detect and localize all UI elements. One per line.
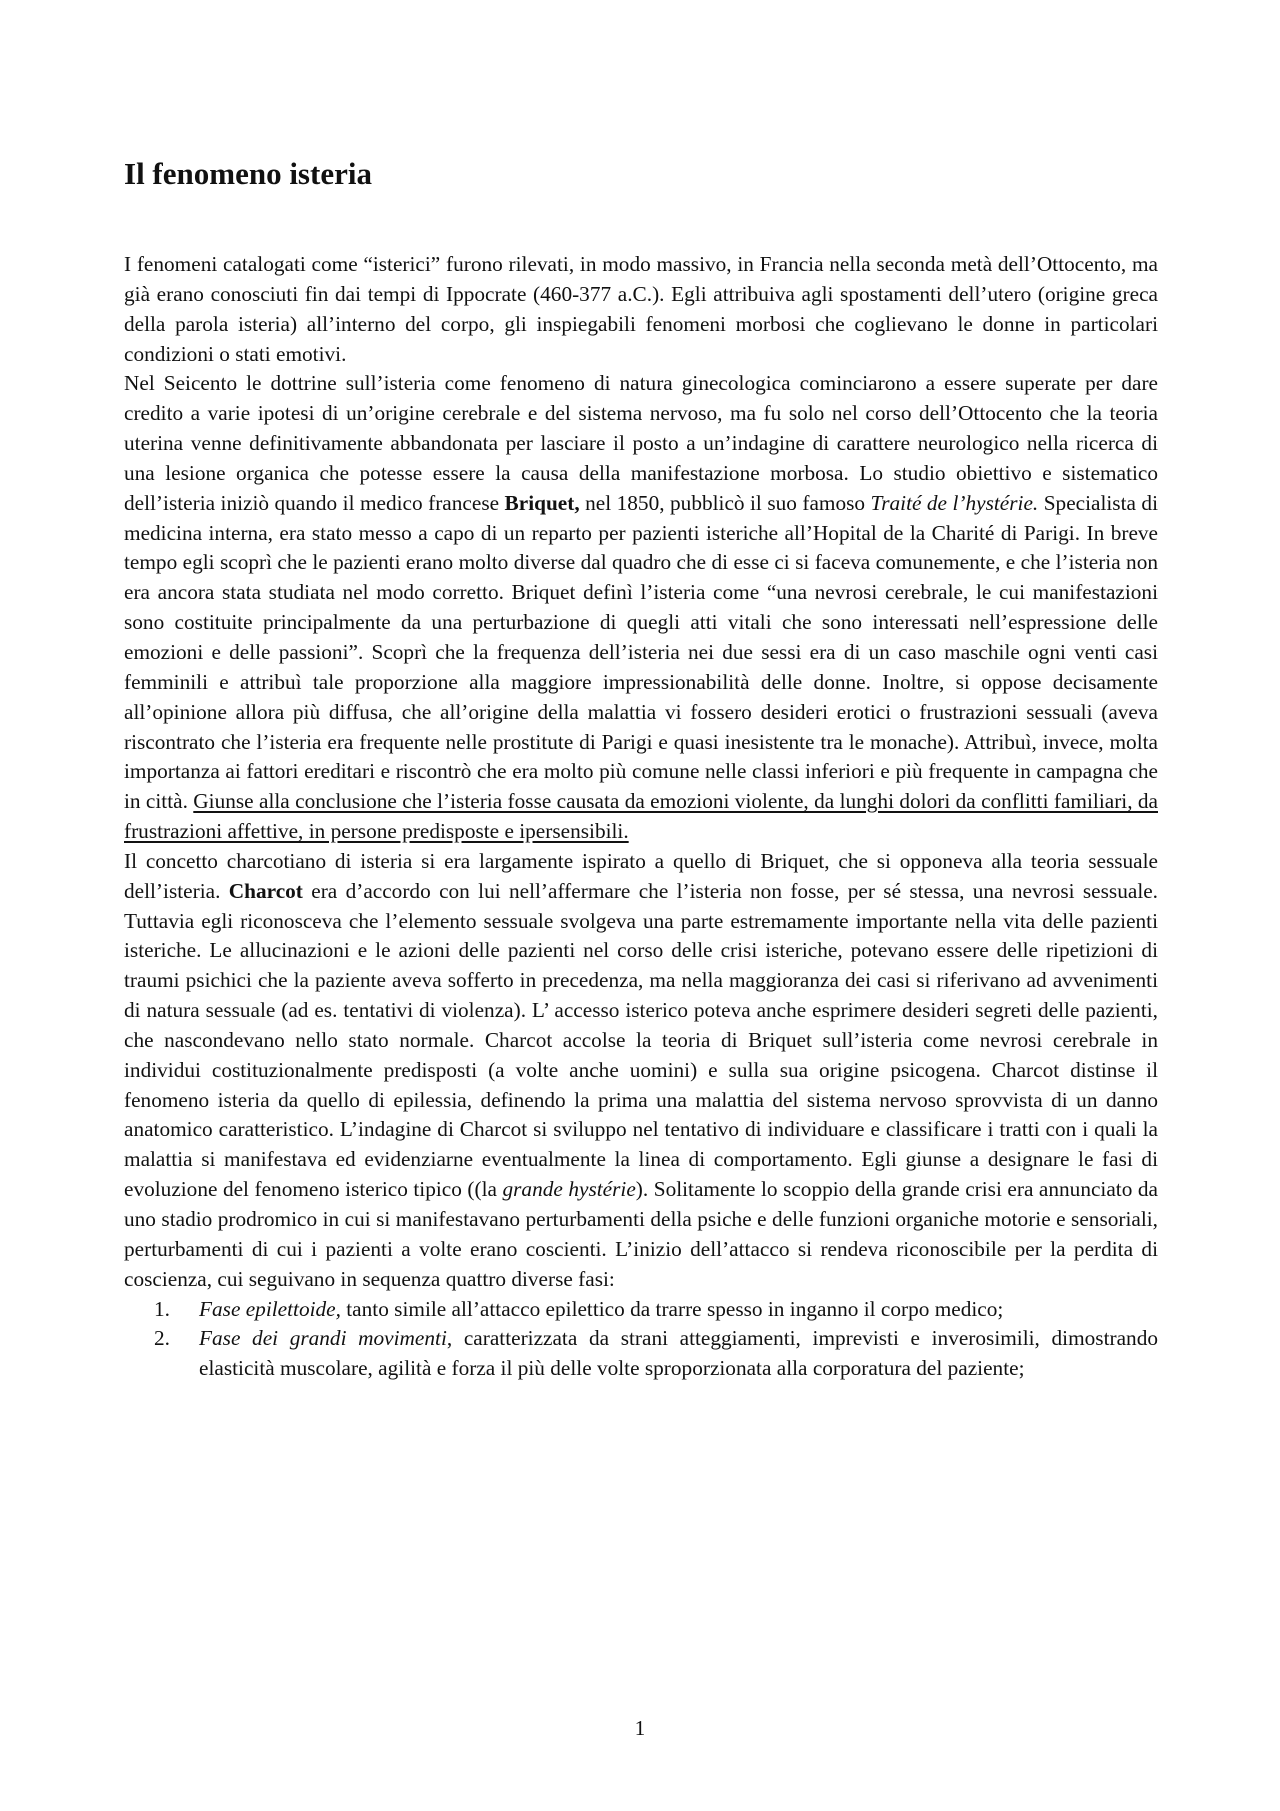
paragraph-briquet-text-b: nel 1850, pubblicò il suo famoso [579,490,871,515]
paragraph-charcot-text-b: era d’accordo con lui nell’affermare che l’isteria non fosse, per sé stessa, una nevrosi sessuale. Tuttavia egli riconosceva che l’elemento sessuale svolgeva una parte estremamente importante nella vita delle pazienti isteriche. Le allucinazioni e le azioni delle pazienti nel corso delle crisi isteriche, potevano essere delle ripetizioni di traumi psichici che la paziente aveva sofferto in precedenza, ma nella maggioranza dei casi si riferivano ad avvenimenti di natura sessuale (ad es. tentativi di violenza). L’ accesso isterico poteva anche esprimere desideri segreti delle pazienti, che nascondevano nello stato normale. Charcot accolse la teoria di Briquet sull’isteria come nevrosi cerebrale in individui costituzionalmente predisposti (a volte anche uomini) e sulla sua origine psicogena. Charcot distinse il fenomeno isteria da quello di epilessia, definendo la prima una malattia del sistema nervoso sprovvista di un danno anatomico caratteristico. L’indagine di Charcot si sviluppo nel tentativo di individuare e classificare i tratti con i quali la malattia si manifestava ed evidenziarne eventualmente la linea di comportamento. Egli giunse a designare le fasi di evoluzione del fenomeno isterico tipico ((la [124,878,1159,1202]
page-title: Il fenomeno isteria [124,156,372,191]
document-body [124,250,1158,1384]
page-number: 1 [634,1716,646,1740]
paragraph-intro: I fenomeni catalogati come “isterici” furono rilevati, in modo massivo, in Francia nella seconda metà dell’Ottocento, ma già erano conosciuti fin dai tempi di Ippocrate (460-377 a.C.). Egli attribuiva agli spostamenti dell’utero (origine greca della parola isteria) all’interno del corpo, gli inspiegabili fenomeni morbosi che coglievano le donne in particolari condizioni o stati emotivi. [124,252,1158,366]
paragraph-briquet-text-c: Specialista di medicina interna, era stato messo a capo di un reparto per pazienti isteriche all’Hopital de la Charité di Parigi. In breve tempo egli scoprì che le pazienti erano molto diverse dal quadro che di esse ci si faceva comunemente, e che l’isteria non era ancora stata studiata nel modo corretto. Briquet definì l’isteria come “una nevrosi cerebrale, le cui manifestazioni sono costituite principalmente da una perturbazione di quegli atti vitali che sono interessati nell’espressione delle emozioni e delle passioni”. Scoprì che la frequenza dell’isteria nei due sessi era di un caso maschile ogni venti casi femminili e attribuì tale proporzione alla maggiore impressionabilità delle donne. Inoltre, si oppose decisamente all’opinione allora più diffusa, che all’origine della malattia vi fossero desideri erotici o frustrazioni sessuali (aveva riscontrato che l’isteria era frequente nelle prostitute di Parigi e quasi inesistente tra le monache). Attribuì, invece, molta importanza ai fattori ereditari e riscontrò che era molto più comune nelle classi inferiori e più frequente in campagna che in città. [124,490,1158,814]
list-item-text: tanto simile all’attacco epilettico da trarre spesso in inganno il corpo medico; [340,1296,1004,1321]
book-title: Traité de l’hystérie. [870,490,1039,515]
paragraph-charcot-text-a: Il concetto charcotiano di isteria si era largamente ispirato a quello di Briquet, che si opponeva alla teoria sessuale dell’isteria. [124,848,1158,903]
list-item-text: , caratterizzata da strani atteggiamenti, imprevisti e inverosimili, dimostrando elasticità muscolare, agilità e forza il più delle volte sproporzionata alla corporatura del paziente; [199,1326,1158,1381]
list-item-number: 2. [154,1326,170,1351]
list-item [124,1324,1158,1384]
paragraph-charcot [124,847,1158,1295]
paragraph-briquet-text-a: Nel Seicento le dottrine sull’isteria come fenomeno di natura ginecologica cominciarono a essere superate per dare credito a varie ipotesi di un’origine cerebrale e del sistema nervoso, ma fu solo nel corso dell’Ottocento che la teoria uterina venne definitivamente abbandonata per lasciare il posto a un’indagine di carattere neurologico nella ricerca di una lesione organica che potesse essere la causa della manifestazione morbosa. Lo studio obiettivo e sistematico dell’isteria iniziò quando il medico francese [124,371,1158,515]
underlined-conclusion: Giunse alla conclusione che l’isteria fosse causata da emozioni violente, da lunghi dolori da conflitti familiari, da frustrazioni affettive, in persone predisposte e ipersensibili. [124,789,1158,844]
list-item-term: Fase dei grandi movimenti [199,1326,447,1351]
paragraph-charcot-text-c: ). Solitamente lo scoppio della grande crisi era annunciato da uno stadio prodromico in cui si manifestavano perturbamenti della psiche e delle funzioni organiche motorie e sensoriali, perturbamenti di cui i pazienti a volte erano coscienti. L’inizio dell’attacco si rendeva riconoscibile per la perdita di coscienza, cui seguivano in sequenza quattro diverse fasi: [124,1177,1158,1291]
list-item-number: 1. [154,1296,170,1321]
phases-list [124,1295,1158,1385]
name-charcot: Charcot [228,878,303,903]
list-item-term: Fase epilettoide, [199,1296,341,1321]
name-briquet: Briquet, [504,490,580,515]
paragraph-briquet [124,369,1158,847]
term-grande-hysterie: grande hystérie [502,1177,636,1202]
list-item [124,1295,1158,1325]
